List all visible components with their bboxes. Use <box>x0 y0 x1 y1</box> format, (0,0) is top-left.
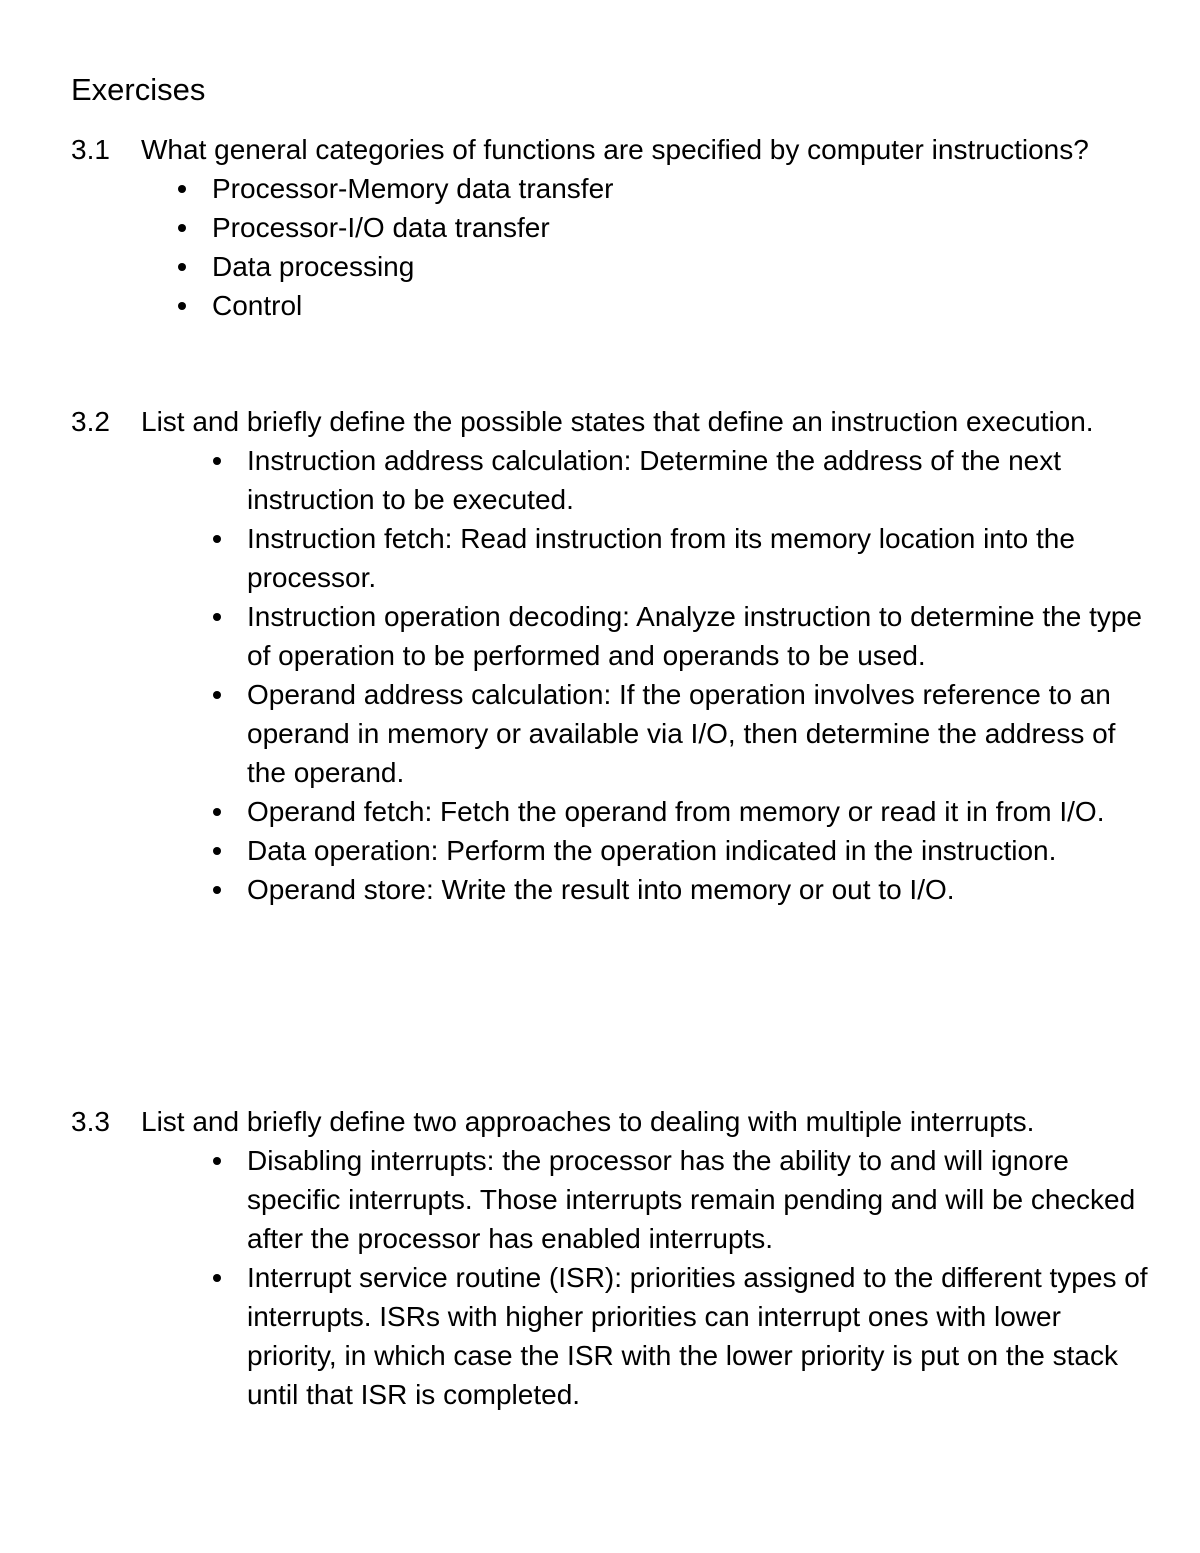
answer-item <box>247 1258 1151 1414</box>
answer-text: Processor-Memory data transfer <box>212 173 614 204</box>
answer-text: Instruction fetch: Read instruction from its memory location into the processor. <box>247 523 1075 593</box>
question-header <box>71 1102 1151 1141</box>
answer-item <box>212 286 1151 325</box>
question-text: What general categories of functions are specified by computer instructions? <box>141 134 1089 165</box>
answer-text: Instruction operation decoding: Analyze instruction to determine the type of operation to be performed and operands to be used. <box>247 601 1142 671</box>
question-3-2 <box>71 402 1151 909</box>
answer-text: Operand store: Write the result into memory or out to I/O. <box>247 874 955 905</box>
answer-item <box>212 169 1151 208</box>
answer-text: Operand fetch: Fetch the operand from memory or read it in from I/O. <box>247 796 1105 827</box>
answer-item <box>247 792 1151 831</box>
question-3-1 <box>71 130 1151 325</box>
answer-item <box>247 1141 1151 1258</box>
question-3-3 <box>71 1102 1151 1414</box>
answer-text: Disabling interrupts: the processor has the ability to and will ignore specific interrupts. Those interrupts remain pending and will be checked after the processor has enabled interrupts. <box>247 1145 1136 1254</box>
question-text: List and briefly define the possible states that define an instruction execution. <box>141 406 1094 437</box>
answer-list <box>71 169 1151 325</box>
answer-item <box>247 675 1151 792</box>
question-text: List and briefly define two approaches to dealing with multiple interrupts. <box>141 1106 1035 1137</box>
answer-list <box>71 441 1151 909</box>
page-title: Exercises <box>71 72 206 107</box>
question-header <box>71 402 1151 441</box>
question-number: 3.1 <box>71 134 110 165</box>
question-number: 3.2 <box>71 406 110 437</box>
answer-item <box>247 519 1151 597</box>
answer-text: Control <box>212 290 303 321</box>
answer-list <box>71 1141 1151 1414</box>
answer-item <box>212 208 1151 247</box>
answer-item <box>247 597 1151 675</box>
answer-text: Data processing <box>212 251 415 282</box>
answer-text: Processor-I/O data transfer <box>212 212 550 243</box>
answer-item <box>247 831 1151 870</box>
answer-text: Instruction address calculation: Determine the address of the next instruction to be executed. <box>247 445 1061 515</box>
answer-text: Data operation: Perform the operation indicated in the instruction. <box>247 835 1057 866</box>
answer-item <box>247 441 1151 519</box>
question-header <box>71 130 1151 169</box>
question-number: 3.3 <box>71 1106 110 1137</box>
answer-text: Interrupt service routine (ISR): priorities assigned to the different types of interrupts. ISRs with higher priorities can interrupt ones with lower priority, in which case the ISR with the lower priority is put on the stack until that ISR is completed. <box>247 1262 1148 1410</box>
answer-item <box>212 247 1151 286</box>
answer-item <box>247 870 1151 909</box>
answer-text: Operand address calculation: If the operation involves reference to an operand in memory or available via I/O, then determine the address of the operand. <box>247 679 1116 788</box>
